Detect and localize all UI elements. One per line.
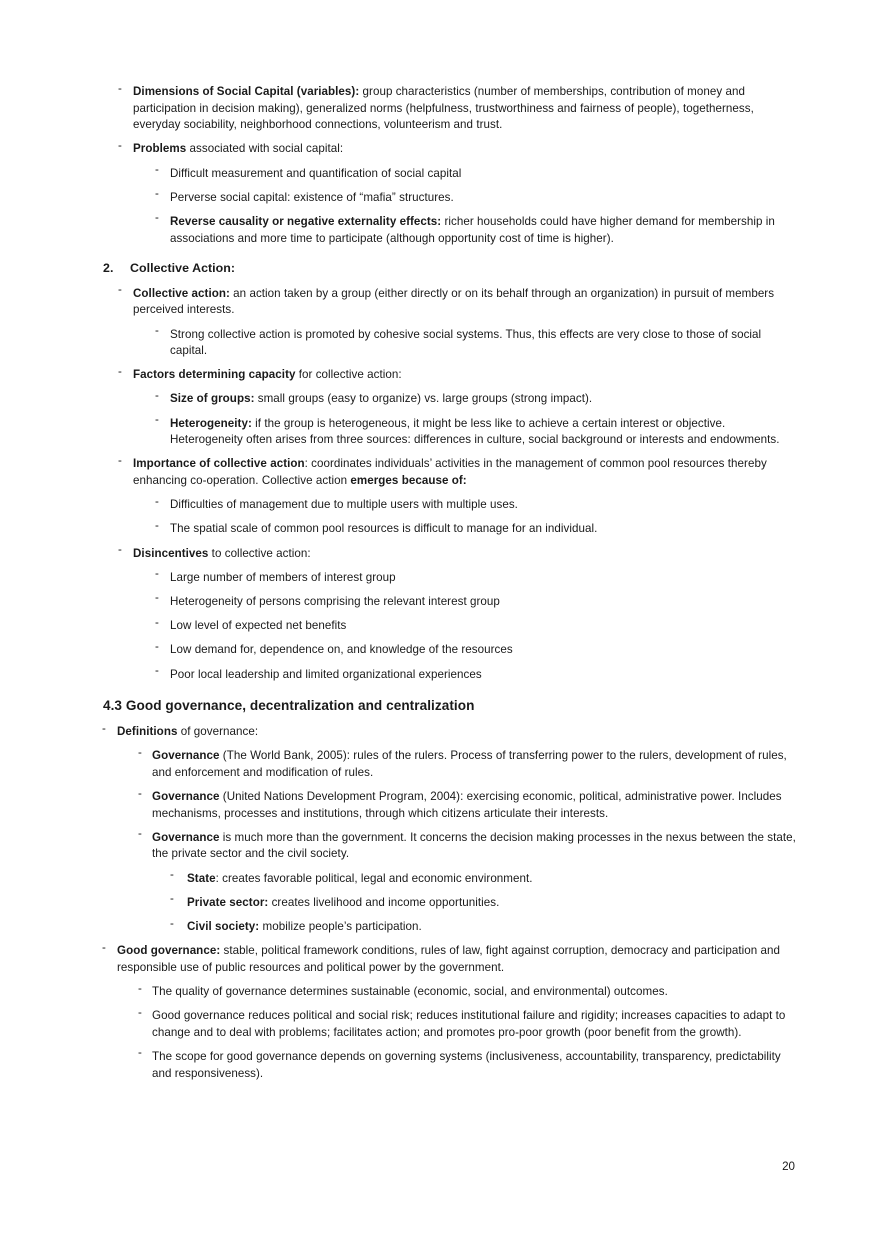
text-run: for collective action:	[295, 368, 402, 382]
bullet-list-item	[0, 940, 796, 976]
text-run: Civil society:	[187, 920, 260, 934]
text-run: The quality of governance determines sustainable (economic, social, and environmental) outcomes.	[152, 985, 668, 998]
bullet-list-item	[0, 664, 796, 684]
bullet-dash-icon: -	[170, 916, 174, 930]
bullet-list-item	[0, 1046, 796, 1082]
bullet-list-item	[0, 211, 796, 247]
text-run: Difficult measurement and quantification of social capital	[170, 166, 462, 180]
bullet-list-item	[0, 518, 796, 538]
bullet-dash-icon: -	[118, 364, 122, 378]
bullet-dash-icon: -	[155, 494, 159, 508]
bullet-list-item	[0, 364, 796, 384]
bullet-list-item	[0, 981, 796, 1001]
text-run: Perverse social capital: existence of “mafia” structures.	[170, 190, 454, 204]
bullet-dash-icon: -	[138, 745, 142, 759]
text-run: Dimensions of Social Capital (variables):	[133, 85, 360, 98]
bullet-dash-icon: -	[138, 1046, 142, 1060]
bullet-list-item	[0, 163, 796, 183]
text-run: Good governance reduces political and social risk; reduces institutional failure and rigidity; increases capacities to adapt to change and to deal with problems; facilitates action; and promotes pro-poor growth (poor benefit from the growth).	[152, 1009, 786, 1039]
bullet-dash-icon: -	[118, 283, 122, 297]
bullet-dash-icon: -	[138, 827, 142, 841]
text-run: is much more than the government. It concerns the decision making processes in the nexus between the state, the private sector and the civil society.	[152, 830, 796, 861]
text-run: Definitions	[117, 725, 178, 739]
bullet-dash-icon: -	[118, 138, 122, 152]
text-run: Collective action:	[133, 286, 230, 300]
text-run: small groups (easy to organize) vs. large groups (strong impact).	[254, 392, 593, 406]
text-run: Private sector:	[187, 895, 269, 909]
bullet-list-item	[0, 591, 796, 611]
bullet-dash-icon: -	[102, 940, 106, 954]
text-run: to collective action:	[208, 546, 311, 560]
list-number: 2.	[103, 261, 114, 276]
bullet-dash-icon: -	[155, 518, 159, 532]
bullet-dash-icon: -	[138, 981, 142, 995]
text-run: (The World Bank, 2005): rules of the rulers. Process of transferring power to the rulers, development of rules, and enforcement and modification of rules.	[152, 749, 787, 779]
text-run: Heterogeneity of persons comprising the relevant interest group	[170, 594, 500, 608]
bullet-list-item	[0, 1005, 796, 1041]
text-run: Low level of expected net benefits	[170, 619, 347, 633]
bullet-dash-icon: -	[155, 639, 159, 653]
text-run: emerges because of:	[350, 474, 467, 488]
text-run: Governance	[152, 790, 220, 804]
text-run: The spatial scale of common pool resources is difficult to manage for an individual.	[170, 522, 598, 536]
text-run: of governance:	[177, 725, 259, 739]
bullet-list-item	[0, 283, 796, 319]
bullet-list-item	[0, 138, 796, 158]
text-run: Difficulties of management due to multiple users with multiple uses.	[170, 498, 518, 512]
text-run: Low demand for, dependence on, and knowledge of the resources	[170, 643, 513, 657]
bullet-dash-icon: -	[155, 413, 159, 427]
bullet-dash-icon: -	[155, 163, 159, 177]
text-run: Reverse causality or negative externality effects:	[170, 214, 442, 228]
bullet-list-item	[0, 892, 796, 912]
bullet-dash-icon: -	[102, 721, 106, 735]
bullet-dash-icon: -	[118, 453, 122, 467]
bullet-list-item	[0, 413, 796, 449]
bullet-dash-icon: -	[170, 868, 174, 882]
text-run: Large number of members of interest group	[170, 570, 396, 584]
bullet-list-item	[0, 567, 796, 587]
text-run: : creates favorable political, legal and economic environment.	[215, 871, 533, 885]
bullet-dash-icon: -	[155, 388, 159, 402]
bullet-list-item	[0, 868, 796, 888]
text-run: Strong collective action is promoted by cohesive social systems. Thus, this effects are very close to those of social capital.	[170, 327, 762, 358]
bullet-dash-icon: -	[155, 187, 159, 201]
text-run: Governance	[152, 749, 220, 763]
bullet-list-item	[0, 721, 796, 741]
text-run: stable, political framework conditions, rules of law, fight against corruption, democracy and participation and responsible use of public resources and political power by the government.	[117, 944, 781, 974]
text-run: Importance of collective action	[133, 457, 305, 471]
text-run: Good governance:	[117, 944, 221, 958]
bullet-dash-icon: -	[155, 615, 159, 629]
bullet-list-item	[0, 543, 796, 563]
text-run: (United Nations Development Program, 2004): exercising economic, political, administrative power. Includes mechanisms, processes and institutions, through which citizens articulate their interests.	[152, 790, 782, 820]
bullet-dash-icon: -	[155, 664, 159, 678]
bullet-dash-icon: -	[155, 211, 159, 225]
text-run: State	[187, 871, 216, 885]
text-run: Heterogeneity:	[170, 416, 252, 430]
text-run: richer households could have higher demand for membership in associations and more time to participate (although opportunity cost of time is higher).	[170, 214, 775, 245]
bullet-list-item	[0, 615, 796, 635]
bullet-list-item	[0, 916, 796, 936]
bullet-list-item	[0, 827, 796, 863]
bullet-dash-icon: -	[170, 892, 174, 906]
bullet-dash-icon: -	[118, 543, 122, 557]
bullet-dash-icon: -	[138, 1005, 142, 1019]
text-run: Factors determining capacity	[133, 368, 296, 382]
text-run: 4.3 Good governance, decentralization and centralization	[103, 698, 475, 714]
bullet-list-item	[0, 494, 796, 514]
text-run: creates livelihood and income opportunities.	[268, 895, 500, 909]
text-run: associated with social capital:	[186, 142, 344, 156]
bullet-list-item	[0, 81, 796, 134]
bullet-dash-icon: -	[155, 324, 159, 337]
text-run: if the group is heterogeneous, it might be less like to achieve a certain interest or objective. Heterogeneity often arises from three sources: differences in culture, social background or interests and endowments.	[170, 416, 780, 447]
bullet-list-item	[0, 453, 796, 489]
text-run: Collective Action:	[130, 261, 236, 276]
bullet-dash-icon: -	[118, 81, 122, 95]
bullet-dash-icon: -	[138, 786, 142, 800]
bullet-list-item	[0, 324, 796, 360]
text-run: Size of groups:	[170, 392, 255, 406]
text-run: Problems	[133, 142, 187, 156]
text-run: Disincentives	[133, 546, 209, 560]
numbered-list-item	[0, 260, 796, 277]
bullet-list-item	[0, 187, 796, 207]
text-run: group characteristics (number of memberships, contribution of money and participation in decision making), generalized norms (helpfulness, trustworthiness and fairness of people), togetherness, everyday sociability, neighborhood connections, volunteerism and trust.	[133, 85, 754, 132]
section-heading	[0, 697, 796, 714]
bullet-dash-icon: -	[155, 591, 159, 605]
bullet-list-item	[0, 388, 796, 408]
bullet-list-item	[0, 745, 796, 781]
bullet-dash-icon: -	[155, 567, 159, 581]
text-run: The scope for good governance depends on governing systems (inclusiveness, accountability, transparency, predictability and responsiveness).	[152, 1049, 781, 1080]
document-body	[0, 81, 796, 1090]
bullet-list-item	[0, 639, 796, 659]
text-run: an action taken by a group (either directly or on its behalf through an organization) in pursuit of members perceived interests.	[133, 286, 775, 317]
text-run: mobilize people’s participation.	[259, 920, 422, 934]
text-run: : coordinates individuals’ activities in the management of common pool resources thereby enhancing co-operation. Collective action	[133, 457, 767, 488]
text-run: Poor local leadership and limited organizational experiences	[170, 667, 482, 681]
bullet-list-item	[0, 786, 796, 822]
page-number: 20	[782, 1160, 795, 1173]
text-run: Governance	[152, 830, 220, 844]
